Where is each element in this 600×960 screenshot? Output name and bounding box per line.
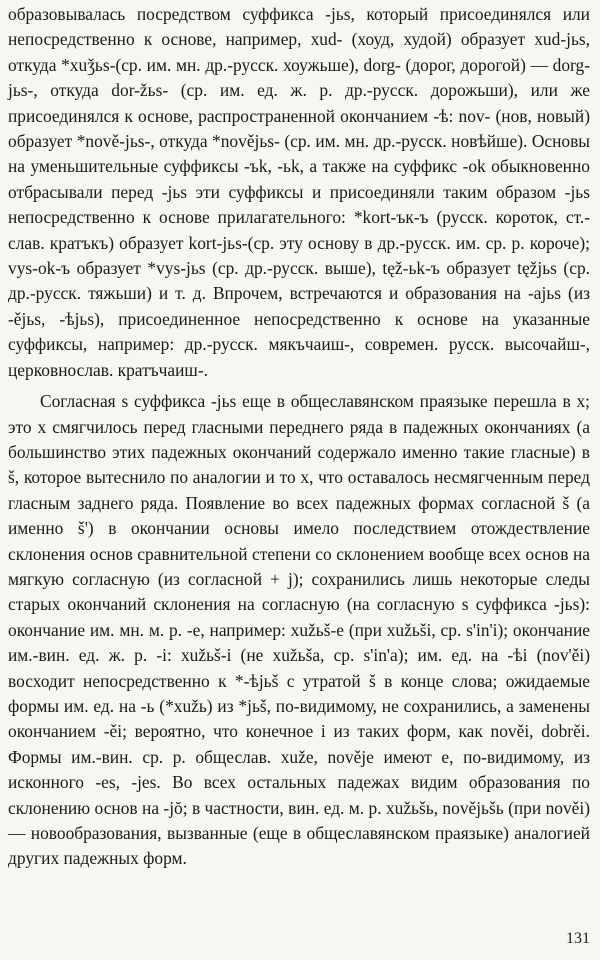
page-number: 131 <box>566 930 590 947</box>
paragraph-1: образовывалась посредством суффикса -jьs, который присоединялся или непосредственно к основе, например, xud- (хоуд, худой) образует xud-jьs, откуда *xuǯьs-(ср. им. мн. др.-русск. хоужьше), dorg- (дорог, дорогой) — dorg-jьs-, откуда dor-žьs- (ср. им. ед. ж. р. др.-русск. дорожьши), или же присоединялся к основе, распространенной окончанием -ѣ: nov- (нов, новый) образует *nově-jьs-, откуда *novějьs- (ср. им. мн. др.-русск. новѣйше). Основы на уменьшительные суффиксы -ъk, -ьk, а также на суффикс -ok обыкновенно отбрасывали перед -jьs эти суффиксы и присоединяли таким образом -jьs непосредственно к основе прилагательного: *kort-ък-ъ (русск. короток, ст.-слав. кратъкъ) образует kort-jьs-(ср. эту основу в др.-русск. им. ср. р. короче); vys-ok-ъ образует *vys-jьs (ср. др.-русск. выше), tęž-ьk-ъ образует tęžjьs (ср. др.-русск. тяжьши) и т. д. Впрочем, встречаются и образования на -ajьs (из -ějьs, -ѣjьs), присоединенное непосредственно к основе на указанные суффиксы, например: др.-русск. мякъчаиш-, современ. русск. высочайш-, церковнослав. кратъчаиш-. <box>8 4 590 380</box>
page-text <box>8 2 590 872</box>
paragraph-2: Согласная s суффикса -jьs еще в общеславянском праязыке перешла в x; это x смягчилось перед гласными переднего ряда в падежных окончаниях (а большинство этих падежных окончаний содержало именно такие гласные) в š, которое вытеснило по аналогии и то x, что оставалось несмягченным перед гласным заднего ряда. Появление во всех падежных формах согласной š (а именно š') в окончании основы имело последствием отождествление склонения основ сравнительной степени со склонением вообще всех основ на мягкую согласную (из согласной + j); сохранились лишь некоторые следы старых окончаний склонения на согласную (на согласную s суффикса -jьs): окончание им. мн. м. р. -е, например: xužьš-e (при xužьši, ср. s'in'i); окончание им.-вин. ед. ж. р. -i: xužьš-i (не xužьša, ср. s'in'a); им. ед. на -ѣi (nov'ěi) восходит непосредственно к *-ѣjьš с утратой š в конце слова; ожидаемые формы им. ед. на -ь (*xužь) из *jьš, по-видимому, не сохранились, а заменены окончанием -ěi; вероятно, что конечное i из таких форм, как nověi, dobrěi. Формы им.-вин. ср. р. общеслав. xuže, novějе имеют е, по-видимому, из исконного -es, -jes. Во всех остальных падежах видим образования по склонению основ на -jŏ; в частности, вин. ед. м. р. xužьšь, novějьšь (при nověi) — новообразования, вызванные (еще в общеславянском праязыке) аналогией других падежных форм. <box>8 391 590 869</box>
